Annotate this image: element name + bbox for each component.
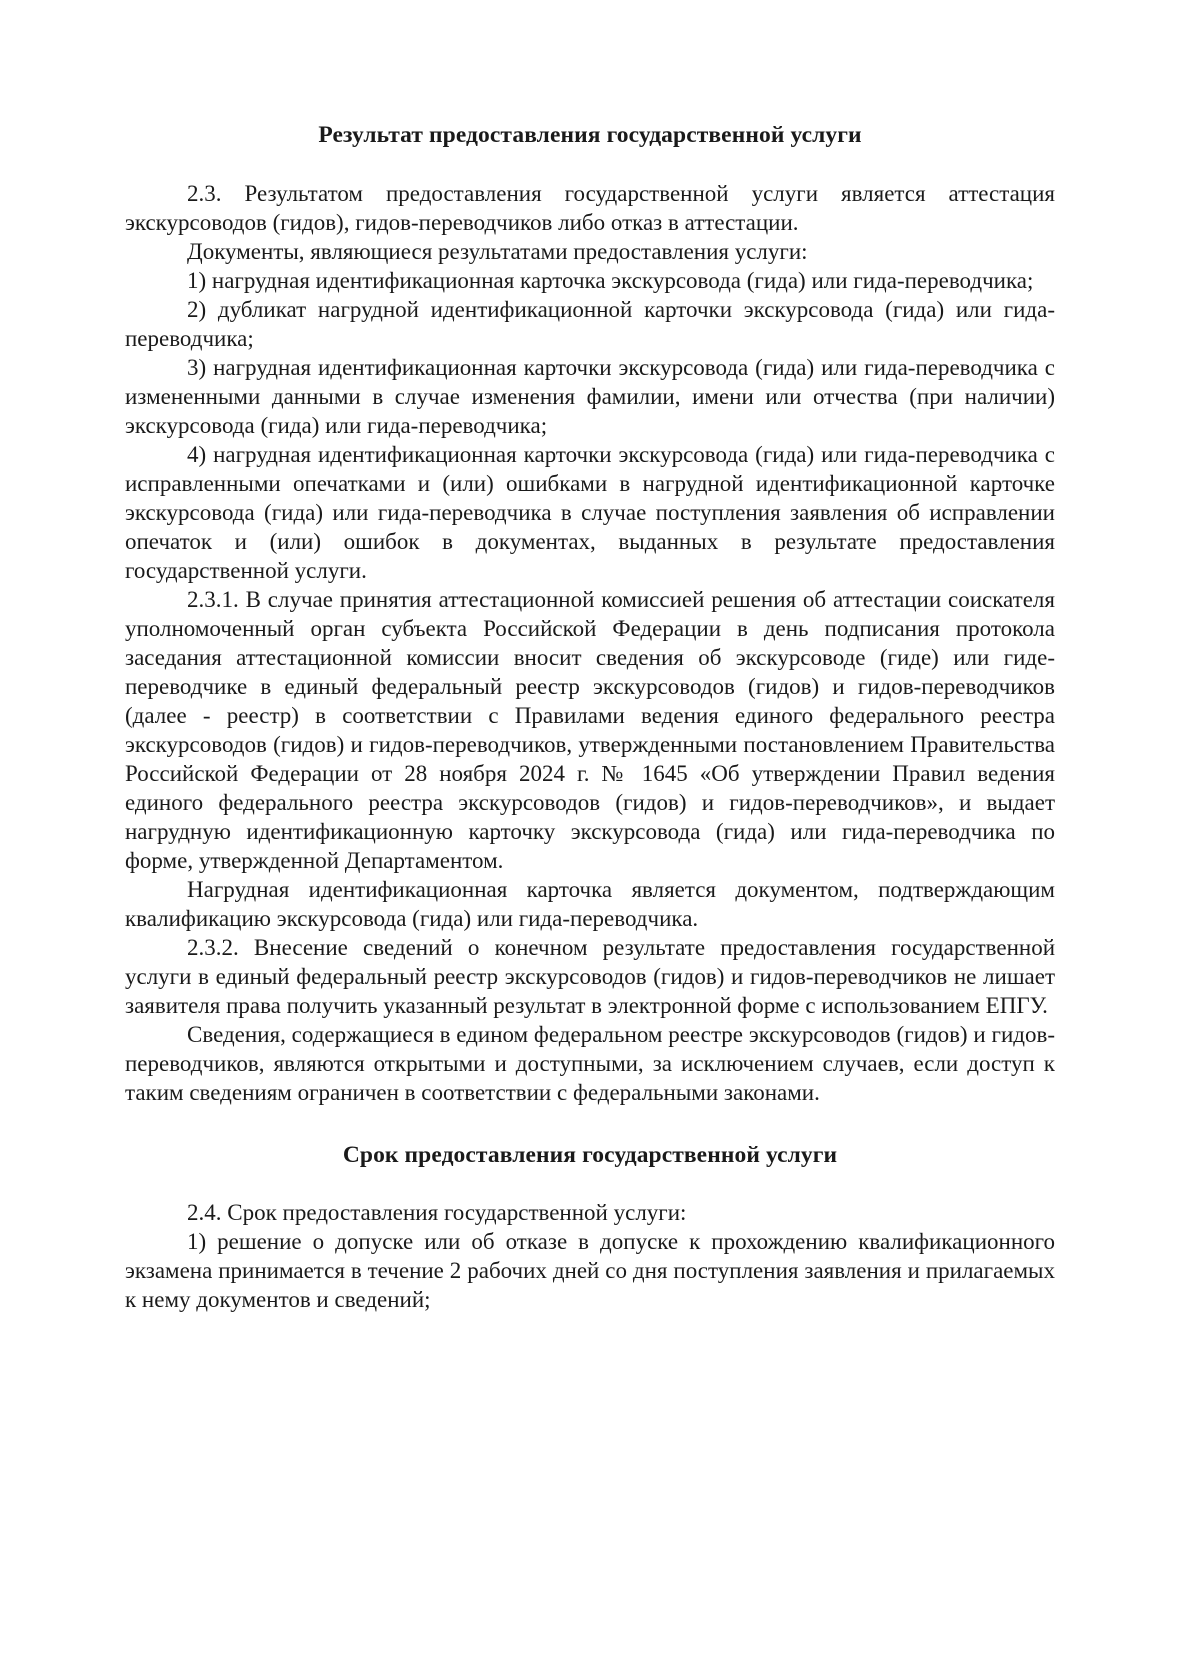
paragraph-registry-open: Сведения, содержащиеся в едином федеральном реестре экскурсоводов (гидов) и гидов-переводчиков, являются открытыми и доступными, за исключением случаев, если доступ к таким сведениям ограничен в соответствии с федеральными законами. [125, 1022, 1055, 1105]
paragraph-2-4: 2.4. Срок предоставления государственной услуги: [187, 1200, 687, 1225]
section-heading-term: Срок предоставления государственной услуги [342, 1142, 838, 1168]
document-page [125, 118, 1055, 1314]
paragraph-2-3-2: 2.3.2. Внесение сведений о конечном результате предоставления государственной услуги в единый федеральный реестр экскурсоводов (гидов) и гидов-переводчиков не лишает заявителя права получить указанный результат в электронной форме с использованием ЕПГУ. [125, 935, 1055, 1018]
list-item-4: 4) нагрудная идентификационная карточки экскурсовода (гида) или гида-переводчика с исправленными опечатками и (или) ошибками в нагрудной идентификационной карточке экскурсовода (гида) или гида-переводчика в случае поступления заявления об исправлении опечаток и (или) ошибок в документах, выданных в результате предоставления государственной услуги. [125, 442, 1055, 583]
list-item-2: 2) дубликат нагрудной идентификационной карточки экскурсовода (гида) или гида-переводчика; [125, 297, 1055, 351]
paragraph-2-3-1: 2.3.1. В случае принятия аттестационной комиссией решения об аттестации соискателя уполномоченный орган субъекта Российской Федерации в день подписания протокола заседания аттестационной комиссии вносит сведения об экскурсоводе (гиде) или гиде-переводчике в единый федеральный реестр экскурсоводов (гидов) и гидов-переводчиков (далее - реестр) в соответствии с Правилами ведения единого федерального реестра экскурсоводов (гидов) и гидов-переводчиков, утвержденными постановлением Правительства Российской Федерации от 28 ноября 2024 г. № 1645 «Об утверждении Правил ведения единого федерального реестра экскурсоводов (гидов) и гидов-переводчиков», и выдает нагрудную идентификационную карточку экскурсовода (гида) или гида-переводчика по форме, утвержденной Департаментом. [125, 587, 1055, 873]
paragraph-2-3: 2.3. Результатом предоставления государственной услуги является аттестация экскурсоводов (гидов), гидов-переводчиков либо отказ в аттестации. [125, 181, 1055, 235]
paragraph-badge-document: Нагрудная идентификационная карточка является документом, подтверждающим квалификацию экскурсовода (гида) или гида-переводчика. [125, 877, 1055, 931]
term-item-1: 1) решение о допуске или об отказе в допуске к прохождению квалификационного экзамена принимается в течение 2 рабочих дней со дня поступления заявления и прилагаемых к нему документов и сведений; [125, 1229, 1055, 1312]
paragraph-documents-intro: Документы, являющиеся результатами предоставления услуги: [187, 239, 808, 264]
section-heading-result: Результат предоставления государственной услуги [318, 122, 862, 148]
list-item-3: 3) нагрудная идентификационная карточки экскурсовода (гида) или гида-переводчика с измененными данными в случае изменения фамилии, имени или отчества (при наличии) экскурсовода (гида) или гида-переводчика; [125, 355, 1055, 438]
list-item-1: 1) нагрудная идентификационная карточка экскурсовода (гида) или гида-переводчика; [187, 268, 1034, 293]
